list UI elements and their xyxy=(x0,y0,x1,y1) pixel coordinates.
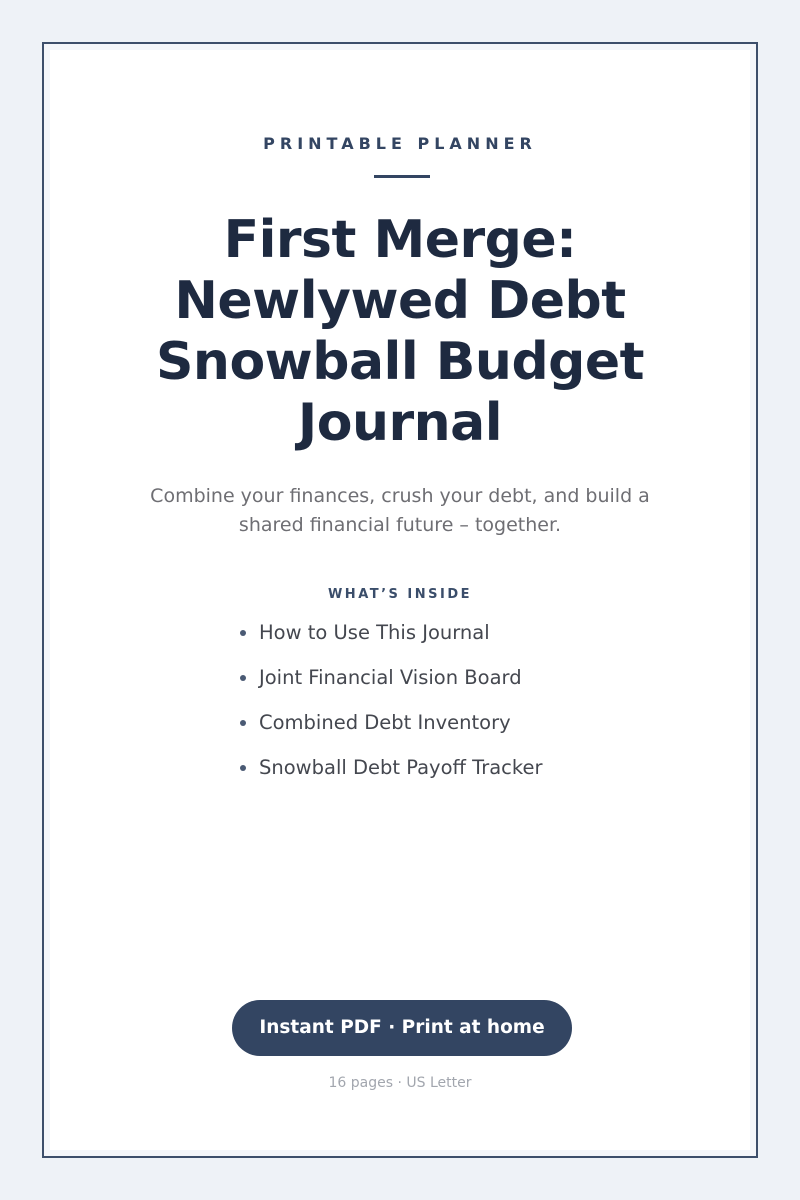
list-item-label: How to Use This Journal xyxy=(259,621,490,644)
contents-list xyxy=(240,618,700,798)
title-line: First Merge: xyxy=(223,210,577,270)
title-line: Newlywed Debt xyxy=(174,271,626,331)
list-item-label: Joint Financial Vision Board xyxy=(259,666,522,689)
planner-cover xyxy=(50,50,750,1150)
instant-pdf-button[interactable]: Instant PDF · Print at home xyxy=(232,1000,572,1056)
kicker-divider xyxy=(374,175,430,178)
kicker-label: PRINTABLE PLANNER xyxy=(263,134,537,153)
list-item-label: Snowball Debt Payoff Tracker xyxy=(259,756,543,779)
page-title xyxy=(90,210,710,454)
list-item xyxy=(240,753,700,798)
subtitle: Combine your finances, crush your debt, and build a shared financial future – together. xyxy=(150,485,650,536)
bullet-icon xyxy=(240,720,246,726)
list-item xyxy=(240,618,700,663)
list-item-label: Combined Debt Inventory xyxy=(259,711,511,734)
list-item xyxy=(240,663,700,708)
bullet-icon xyxy=(240,765,246,771)
bullet-icon xyxy=(240,630,246,636)
title-line: Journal xyxy=(297,393,503,453)
page-frame xyxy=(42,42,758,1158)
bullet-icon xyxy=(240,675,246,681)
title-line: Snowball Budget xyxy=(155,332,645,392)
whats-inside-heading: WHAT’S INSIDE xyxy=(327,587,473,602)
page-count-info: 16 pages · US Letter xyxy=(328,1075,472,1091)
list-item xyxy=(240,708,700,753)
